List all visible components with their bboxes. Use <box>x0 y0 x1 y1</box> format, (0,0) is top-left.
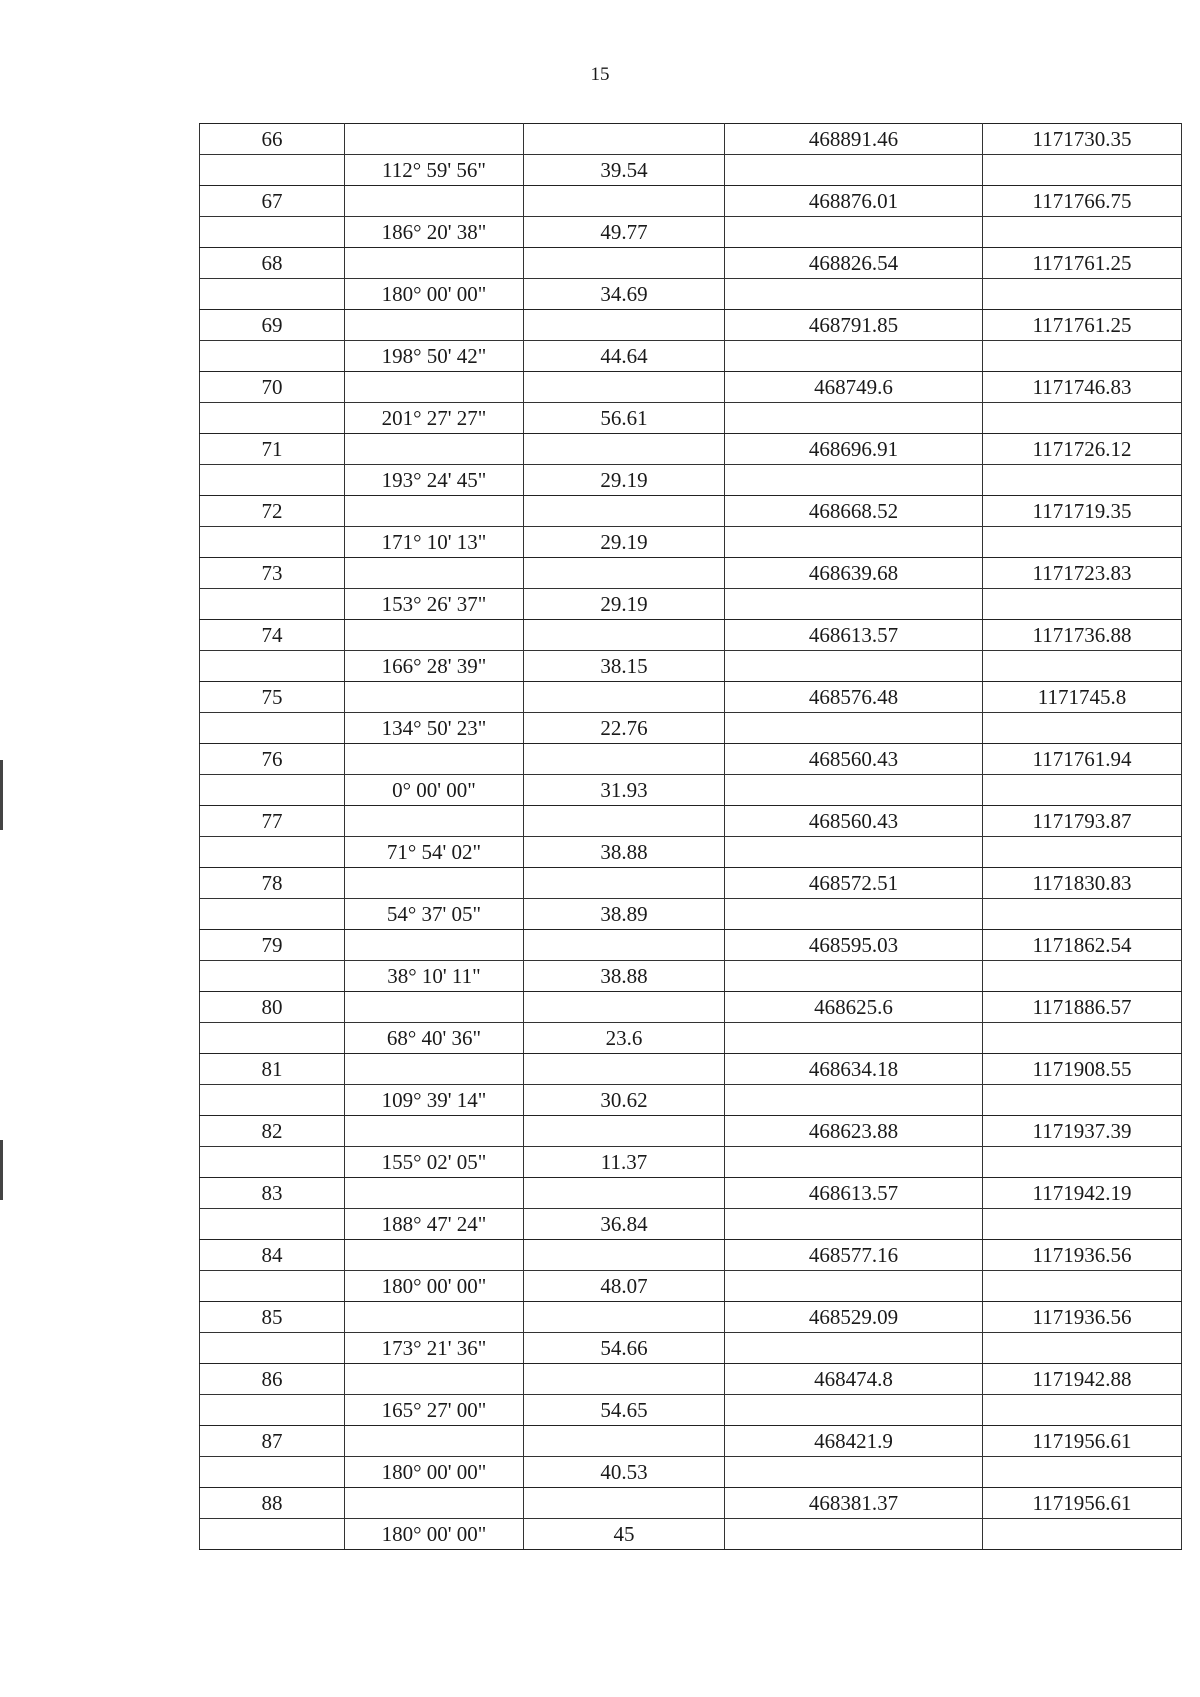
empty-cell <box>725 1457 983 1488</box>
point-row <box>200 1302 1182 1333</box>
segment-length-cell: 40.53 <box>524 1457 725 1488</box>
empty-cell <box>200 1457 345 1488</box>
point-number-cell: 67 <box>200 186 345 217</box>
segment-length-cell: 38.15 <box>524 651 725 682</box>
x-coordinate-cell: 468696.91 <box>725 434 983 465</box>
bearing-angle-cell: 155° 02' 05" <box>345 1147 524 1178</box>
segment-row <box>200 1457 1182 1488</box>
point-row <box>200 744 1182 775</box>
segment-length-cell: 54.65 <box>524 1395 725 1426</box>
y-coordinate-cell: 1171761.25 <box>983 248 1182 279</box>
empty-cell <box>725 899 983 930</box>
empty-cell <box>983 1147 1182 1178</box>
bearing-angle-cell: 153° 26' 37" <box>345 589 524 620</box>
empty-cell <box>725 527 983 558</box>
empty-cell <box>200 1519 345 1550</box>
empty-cell <box>983 1085 1182 1116</box>
point-number-cell: 66 <box>200 124 345 155</box>
x-coordinate-cell: 468381.37 <box>725 1488 983 1519</box>
point-row <box>200 496 1182 527</box>
y-coordinate-cell: 1171936.56 <box>983 1240 1182 1271</box>
segment-row <box>200 465 1182 496</box>
x-coordinate-cell: 468613.57 <box>725 620 983 651</box>
empty-cell <box>524 372 725 403</box>
empty-cell <box>200 1085 345 1116</box>
empty-cell <box>345 744 524 775</box>
empty-cell <box>524 186 725 217</box>
empty-cell <box>983 1209 1182 1240</box>
segment-row <box>200 589 1182 620</box>
segment-row <box>200 713 1182 744</box>
empty-cell <box>983 217 1182 248</box>
y-coordinate-cell: 1171723.83 <box>983 558 1182 589</box>
point-row <box>200 1178 1182 1209</box>
y-coordinate-cell: 1171761.25 <box>983 310 1182 341</box>
bearing-angle-cell: 112° 59' 56" <box>345 155 524 186</box>
segment-row <box>200 527 1182 558</box>
empty-cell <box>200 1271 345 1302</box>
point-row <box>200 1426 1182 1457</box>
segment-length-cell: 29.19 <box>524 527 725 558</box>
segment-length-cell: 45 <box>524 1519 725 1550</box>
segment-length-cell: 29.19 <box>524 465 725 496</box>
y-coordinate-cell: 1171936.56 <box>983 1302 1182 1333</box>
segment-length-cell: 36.84 <box>524 1209 725 1240</box>
point-row <box>200 1116 1182 1147</box>
empty-cell <box>345 124 524 155</box>
x-coordinate-cell: 468576.48 <box>725 682 983 713</box>
empty-cell <box>524 1054 725 1085</box>
empty-cell <box>983 527 1182 558</box>
bearing-angle-cell: 201° 27' 27" <box>345 403 524 434</box>
segment-row <box>200 899 1182 930</box>
point-row <box>200 620 1182 651</box>
empty-cell <box>524 930 725 961</box>
empty-cell <box>524 744 725 775</box>
bearing-angle-cell: 180° 00' 00" <box>345 1457 524 1488</box>
segment-row <box>200 1085 1182 1116</box>
y-coordinate-cell: 1171956.61 <box>983 1426 1182 1457</box>
point-number-cell: 85 <box>200 1302 345 1333</box>
x-coordinate-cell: 468791.85 <box>725 310 983 341</box>
segment-length-cell: 11.37 <box>524 1147 725 1178</box>
empty-cell <box>345 186 524 217</box>
point-row <box>200 930 1182 961</box>
x-coordinate-cell: 468749.6 <box>725 372 983 403</box>
segment-length-cell: 38.89 <box>524 899 725 930</box>
empty-cell <box>983 1395 1182 1426</box>
y-coordinate-cell: 1171726.12 <box>983 434 1182 465</box>
empty-cell <box>725 961 983 992</box>
bearing-angle-cell: 171° 10' 13" <box>345 527 524 558</box>
empty-cell <box>200 1333 345 1364</box>
bearing-angle-cell: 173° 21' 36" <box>345 1333 524 1364</box>
y-coordinate-cell: 1171956.61 <box>983 1488 1182 1519</box>
empty-cell <box>200 589 345 620</box>
x-coordinate-cell: 468474.8 <box>725 1364 983 1395</box>
empty-cell <box>725 341 983 372</box>
empty-cell <box>200 217 345 248</box>
segment-length-cell: 54.66 <box>524 1333 725 1364</box>
empty-cell <box>524 806 725 837</box>
bearing-angle-cell: 71° 54' 02" <box>345 837 524 868</box>
segment-length-cell: 56.61 <box>524 403 725 434</box>
x-coordinate-cell: 468876.01 <box>725 186 983 217</box>
segment-row <box>200 217 1182 248</box>
empty-cell <box>725 1209 983 1240</box>
empty-cell <box>200 961 345 992</box>
segment-length-cell: 34.69 <box>524 279 725 310</box>
empty-cell <box>983 341 1182 372</box>
x-coordinate-cell: 468613.57 <box>725 1178 983 1209</box>
segment-length-cell: 44.64 <box>524 341 725 372</box>
point-number-cell: 74 <box>200 620 345 651</box>
empty-cell <box>524 1178 725 1209</box>
left-margin-mark <box>0 760 3 830</box>
empty-cell <box>200 1147 345 1178</box>
empty-cell <box>983 1519 1182 1550</box>
point-row <box>200 434 1182 465</box>
empty-cell <box>725 837 983 868</box>
empty-cell <box>200 713 345 744</box>
y-coordinate-cell: 1171942.88 <box>983 1364 1182 1395</box>
point-number-cell: 84 <box>200 1240 345 1271</box>
empty-cell <box>524 434 725 465</box>
segment-row <box>200 775 1182 806</box>
left-margin-mark <box>0 1140 3 1200</box>
empty-cell <box>983 651 1182 682</box>
x-coordinate-cell: 468560.43 <box>725 744 983 775</box>
x-coordinate-cell: 468595.03 <box>725 930 983 961</box>
segment-length-cell: 23.6 <box>524 1023 725 1054</box>
point-row <box>200 806 1182 837</box>
empty-cell <box>345 1116 524 1147</box>
y-coordinate-cell: 1171830.83 <box>983 868 1182 899</box>
point-number-cell: 87 <box>200 1426 345 1457</box>
point-row <box>200 310 1182 341</box>
point-row <box>200 372 1182 403</box>
segment-row <box>200 155 1182 186</box>
bearing-angle-cell: 166° 28' 39" <box>345 651 524 682</box>
empty-cell <box>524 992 725 1023</box>
segment-length-cell: 48.07 <box>524 1271 725 1302</box>
empty-cell <box>524 682 725 713</box>
bearing-angle-cell: 180° 00' 00" <box>345 1271 524 1302</box>
bearing-angle-cell: 165° 27' 00" <box>345 1395 524 1426</box>
empty-cell <box>524 620 725 651</box>
y-coordinate-cell: 1171937.39 <box>983 1116 1182 1147</box>
point-number-cell: 86 <box>200 1364 345 1395</box>
empty-cell <box>345 682 524 713</box>
x-coordinate-cell: 468668.52 <box>725 496 983 527</box>
empty-cell <box>725 1147 983 1178</box>
y-coordinate-cell: 1171719.35 <box>983 496 1182 527</box>
point-row <box>200 1054 1182 1085</box>
point-row <box>200 992 1182 1023</box>
point-number-cell: 73 <box>200 558 345 589</box>
coordinates-table-body <box>200 124 1182 1550</box>
empty-cell <box>345 992 524 1023</box>
empty-cell <box>983 899 1182 930</box>
empty-cell <box>345 372 524 403</box>
empty-cell <box>200 837 345 868</box>
empty-cell <box>725 217 983 248</box>
segment-row <box>200 1333 1182 1364</box>
point-row <box>200 868 1182 899</box>
segment-length-cell: 30.62 <box>524 1085 725 1116</box>
empty-cell <box>983 775 1182 806</box>
y-coordinate-cell: 1171730.35 <box>983 124 1182 155</box>
empty-cell <box>200 899 345 930</box>
empty-cell <box>524 310 725 341</box>
bearing-angle-cell: 109° 39' 14" <box>345 1085 524 1116</box>
empty-cell <box>345 806 524 837</box>
point-number-cell: 81 <box>200 1054 345 1085</box>
empty-cell <box>725 279 983 310</box>
empty-cell <box>345 558 524 589</box>
bearing-angle-cell: 180° 00' 00" <box>345 279 524 310</box>
empty-cell <box>725 775 983 806</box>
empty-cell <box>345 868 524 899</box>
empty-cell <box>725 651 983 682</box>
bearing-angle-cell: 188° 47' 24" <box>345 1209 524 1240</box>
segment-row <box>200 1147 1182 1178</box>
empty-cell <box>983 279 1182 310</box>
empty-cell <box>524 1116 725 1147</box>
segment-row <box>200 1395 1182 1426</box>
empty-cell <box>524 1488 725 1519</box>
empty-cell <box>345 1364 524 1395</box>
point-number-cell: 70 <box>200 372 345 403</box>
empty-cell <box>725 1085 983 1116</box>
y-coordinate-cell: 1171766.75 <box>983 186 1182 217</box>
empty-cell <box>983 403 1182 434</box>
y-coordinate-cell: 1171761.94 <box>983 744 1182 775</box>
empty-cell <box>983 155 1182 186</box>
point-row <box>200 1364 1182 1395</box>
point-number-cell: 68 <box>200 248 345 279</box>
empty-cell <box>345 1426 524 1457</box>
empty-cell <box>983 1271 1182 1302</box>
empty-cell <box>200 279 345 310</box>
segment-row <box>200 1209 1182 1240</box>
point-row <box>200 248 1182 279</box>
segment-row <box>200 1023 1182 1054</box>
x-coordinate-cell: 468529.09 <box>725 1302 983 1333</box>
x-coordinate-cell: 468639.68 <box>725 558 983 589</box>
point-number-cell: 82 <box>200 1116 345 1147</box>
point-row <box>200 558 1182 589</box>
empty-cell <box>200 1023 345 1054</box>
y-coordinate-cell: 1171746.83 <box>983 372 1182 403</box>
empty-cell <box>345 248 524 279</box>
segment-length-cell: 38.88 <box>524 837 725 868</box>
empty-cell <box>200 403 345 434</box>
empty-cell <box>983 1333 1182 1364</box>
point-number-cell: 71 <box>200 434 345 465</box>
empty-cell <box>725 155 983 186</box>
empty-cell <box>524 124 725 155</box>
page-number: 15 <box>590 64 610 85</box>
bearing-angle-cell: 186° 20' 38" <box>345 217 524 248</box>
empty-cell <box>983 961 1182 992</box>
empty-cell <box>524 496 725 527</box>
empty-cell <box>345 1178 524 1209</box>
x-coordinate-cell: 468634.18 <box>725 1054 983 1085</box>
segment-row <box>200 341 1182 372</box>
x-coordinate-cell: 468421.9 <box>725 1426 983 1457</box>
segment-length-cell: 29.19 <box>524 589 725 620</box>
y-coordinate-cell: 1171745.8 <box>983 682 1182 713</box>
empty-cell <box>200 775 345 806</box>
bearing-angle-cell: 134° 50' 23" <box>345 713 524 744</box>
y-coordinate-cell: 1171942.19 <box>983 1178 1182 1209</box>
coordinates-table <box>199 123 1182 1550</box>
segment-row <box>200 837 1182 868</box>
empty-cell <box>725 1519 983 1550</box>
empty-cell <box>983 837 1182 868</box>
point-number-cell: 78 <box>200 868 345 899</box>
segment-length-cell: 49.77 <box>524 217 725 248</box>
segment-length-cell: 22.76 <box>524 713 725 744</box>
empty-cell <box>983 589 1182 620</box>
empty-cell <box>725 1333 983 1364</box>
empty-cell <box>345 1302 524 1333</box>
bearing-angle-cell: 54° 37' 05" <box>345 899 524 930</box>
x-coordinate-cell: 468826.54 <box>725 248 983 279</box>
empty-cell <box>983 1023 1182 1054</box>
empty-cell <box>524 1426 725 1457</box>
empty-cell <box>725 589 983 620</box>
bearing-angle-cell: 193° 24' 45" <box>345 465 524 496</box>
bearing-angle-cell: 0° 00' 00" <box>345 775 524 806</box>
empty-cell <box>725 1023 983 1054</box>
empty-cell <box>524 248 725 279</box>
point-number-cell: 77 <box>200 806 345 837</box>
segment-length-cell: 39.54 <box>524 155 725 186</box>
segment-length-cell: 38.88 <box>524 961 725 992</box>
empty-cell <box>524 558 725 589</box>
segment-row <box>200 279 1182 310</box>
empty-cell <box>200 527 345 558</box>
empty-cell <box>200 651 345 682</box>
segment-row <box>200 1271 1182 1302</box>
point-number-cell: 79 <box>200 930 345 961</box>
x-coordinate-cell: 468623.88 <box>725 1116 983 1147</box>
empty-cell <box>725 1271 983 1302</box>
bearing-angle-cell: 180° 00' 00" <box>345 1519 524 1550</box>
empty-cell <box>200 465 345 496</box>
x-coordinate-cell: 468572.51 <box>725 868 983 899</box>
y-coordinate-cell: 1171793.87 <box>983 806 1182 837</box>
x-coordinate-cell: 468891.46 <box>725 124 983 155</box>
segment-row <box>200 403 1182 434</box>
segment-row <box>200 651 1182 682</box>
point-row <box>200 682 1182 713</box>
y-coordinate-cell: 1171908.55 <box>983 1054 1182 1085</box>
point-row <box>200 1488 1182 1519</box>
empty-cell <box>200 155 345 186</box>
empty-cell <box>725 465 983 496</box>
y-coordinate-cell: 1171736.88 <box>983 620 1182 651</box>
point-number-cell: 88 <box>200 1488 345 1519</box>
empty-cell <box>345 310 524 341</box>
bearing-angle-cell: 198° 50' 42" <box>345 341 524 372</box>
empty-cell <box>983 713 1182 744</box>
empty-cell <box>345 496 524 527</box>
empty-cell <box>345 930 524 961</box>
empty-cell <box>345 620 524 651</box>
empty-cell <box>345 1240 524 1271</box>
point-number-cell: 83 <box>200 1178 345 1209</box>
x-coordinate-cell: 468625.6 <box>725 992 983 1023</box>
segment-row <box>200 1519 1182 1550</box>
point-row <box>200 1240 1182 1271</box>
bearing-angle-cell: 38° 10' 11" <box>345 961 524 992</box>
y-coordinate-cell: 1171886.57 <box>983 992 1182 1023</box>
empty-cell <box>725 713 983 744</box>
empty-cell <box>200 341 345 372</box>
empty-cell <box>725 403 983 434</box>
point-number-cell: 75 <box>200 682 345 713</box>
empty-cell <box>524 1364 725 1395</box>
point-number-cell: 69 <box>200 310 345 341</box>
segment-length-cell: 31.93 <box>524 775 725 806</box>
x-coordinate-cell: 468577.16 <box>725 1240 983 1271</box>
point-row <box>200 186 1182 217</box>
x-coordinate-cell: 468560.43 <box>725 806 983 837</box>
empty-cell <box>345 1488 524 1519</box>
empty-cell <box>200 1209 345 1240</box>
empty-cell <box>524 868 725 899</box>
empty-cell <box>983 1457 1182 1488</box>
point-number-cell: 76 <box>200 744 345 775</box>
empty-cell <box>200 1395 345 1426</box>
point-row <box>200 124 1182 155</box>
point-number-cell: 72 <box>200 496 345 527</box>
empty-cell <box>524 1240 725 1271</box>
empty-cell <box>725 1395 983 1426</box>
empty-cell <box>345 1054 524 1085</box>
empty-cell <box>983 465 1182 496</box>
empty-cell <box>345 434 524 465</box>
bearing-angle-cell: 68° 40' 36" <box>345 1023 524 1054</box>
y-coordinate-cell: 1171862.54 <box>983 930 1182 961</box>
point-number-cell: 80 <box>200 992 345 1023</box>
empty-cell <box>524 1302 725 1333</box>
segment-row <box>200 961 1182 992</box>
